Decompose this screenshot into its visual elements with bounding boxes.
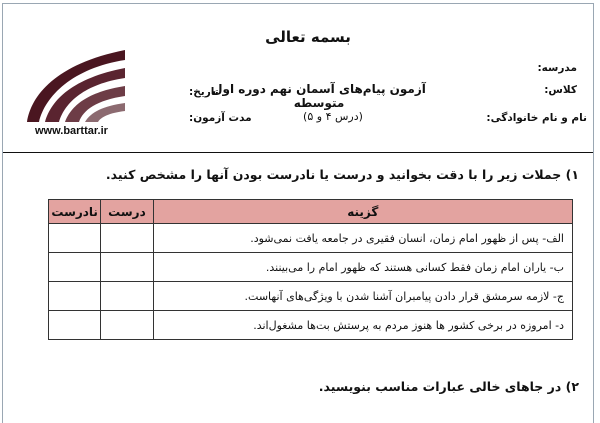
table-row [49,282,573,311]
false-answer-cell[interactable] [49,282,101,311]
student-name-label: نام و نام خانوادگی: [486,112,587,124]
page-title: بسمه تعالی [265,28,351,46]
column-header-true: درست [101,200,153,224]
true-answer-cell[interactable] [101,224,153,253]
statement-text: ب- یاران امام زمان فقط کسانی هستند که ظهور امام را می‌بینند. [153,253,572,282]
table-header-row [49,200,573,224]
question-2-prompt: ۲) در جاهای خالی عبارات مناسب بنویسید. [318,379,579,394]
question-1-prompt: ۱) جملات زیر را با دقت بخوانید و درست یا نادرست بودن آنها را مشخص کنید. [105,167,579,182]
exam-subject: آزمون پیام‌های آسمان نهم دوره اول متوسطه [212,82,426,110]
false-answer-cell[interactable] [49,253,101,282]
table-row [49,311,573,340]
statement-text: د- امروزه در برخی کشور ها هنوز مردم به پرستش بت‌ها مشغول‌اند. [153,311,572,340]
table-row [49,224,573,253]
exam-sheet [2,3,594,423]
exam-lessons: (درس ۴ و ۵) [303,110,363,123]
column-header-option: گزینه [153,200,572,224]
column-header-false: نادرست [49,200,101,224]
false-answer-cell[interactable] [49,224,101,253]
exam-header [3,4,593,153]
table-row [49,253,573,282]
school-label: مدرسه: [537,62,577,74]
statement-text: الف- پس از ظهور امام زمان، انسان فقیری در جامعه یافت نمی‌شود. [153,224,572,253]
statement-text: ج- لازمه سرمشق قرار دادن پیامبران آشنا شدن با ویژگی‌های آنهاست. [153,282,572,311]
true-answer-cell[interactable] [101,282,153,311]
class-label: کلاس: [544,84,577,96]
logo-url: www.barttar.ir [35,125,108,137]
barttar-logo-icon [21,38,131,124]
true-answer-cell[interactable] [101,253,153,282]
date-label: تاریخ: [189,86,219,98]
true-answer-cell[interactable] [101,311,153,340]
duration-label: مدت آزمون: [189,112,252,124]
false-answer-cell[interactable] [49,311,101,340]
true-false-table [48,199,573,340]
